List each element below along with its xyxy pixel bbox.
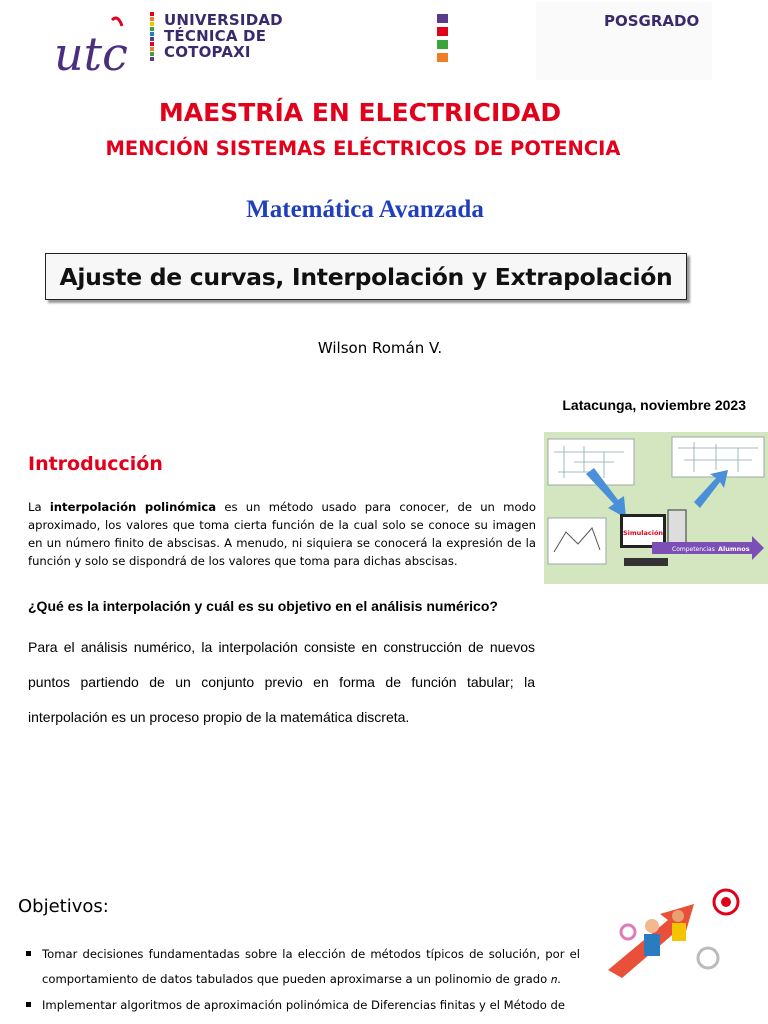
place-date: Latacunga, noviembre 2023 — [562, 397, 746, 413]
target-illustration — [598, 880, 744, 980]
objectives-heading: Objetivos: — [18, 896, 109, 917]
competencias-label: Competencias — [672, 546, 715, 553]
university-name — [164, 12, 283, 60]
intro-bold-term: interpolación polinómica — [49, 500, 217, 514]
program-title: MAESTRÍA EN ELECTRICIDAD — [158, 98, 562, 127]
gear-icon — [621, 925, 635, 939]
circuit-diagram-right — [672, 437, 764, 477]
author: Wilson Román V. — [317, 339, 443, 357]
logo-color-bars — [150, 12, 154, 66]
university-line-3: COTOPAXI — [164, 43, 251, 61]
brand-square — [437, 27, 448, 36]
question-heading: ¿Qué es la interpolación y cuál es su objetivo en el análisis numérico? — [28, 598, 498, 614]
utc-logo — [52, 12, 148, 78]
keyboard-icon — [624, 558, 668, 566]
intro-paragraph: La interpolación polinómica es un método usado para conocer, de un modo aproximado, los valores que toma cierta función de la cual solo se conoce su imagen en un número finito de abscisas. A menudo, ni siquiera se conocerá la expresión de la función y solo se dispondrá de los valores que toma para dichas abscisas. — [28, 500, 537, 568]
topic-title: Ajuste de curvas, Interpolación y Extrapolación — [59, 262, 673, 291]
answer-paragraph: Para el análisis numérico, la interpolación consiste en construcción de nuevos puntos partiendo de un conjunto previo en forma de función tabular; la interpolación es un proceso propio de la matemática discreta. — [28, 639, 535, 725]
intro-heading: Introducción — [28, 453, 163, 475]
brand-square — [437, 40, 448, 49]
simulation-diagram — [544, 432, 768, 584]
brand-color-squares — [437, 14, 449, 66]
course-title: Matemática Avanzada — [246, 196, 484, 223]
objectives-list — [24, 942, 580, 1019]
university-line-1: UNIVERSIDAD — [164, 11, 283, 29]
gear-icon — [698, 948, 718, 968]
brand-square — [437, 53, 448, 62]
list-item: Tomar decisiones fundamentadas sobre la elección de métodos típicos de solución, por el comportamiento de datos tabulados que pueden aproximarse a un polinomio de grado 𝑛. — [24, 942, 580, 992]
alumnos-label: Alumnos — [718, 545, 750, 553]
system-sketch — [548, 518, 606, 564]
university-line-2: TÉCNICA DE — [164, 27, 267, 45]
logo-text: utc — [54, 27, 128, 78]
posgrado-label: POSGRADO — [604, 12, 700, 30]
program-subtitle: MENCIÓN SISTEMAS ELÉCTRICOS DE POTENCIA — [105, 137, 621, 160]
topic-title-box — [45, 253, 687, 300]
brand-square — [437, 14, 448, 23]
person-icon — [645, 919, 659, 933]
simulation-label: Simulación — [622, 529, 664, 537]
list-item: Implementar algoritmos de aproximación polinómica de Diferencias finitas y el Método de — [24, 993, 580, 1018]
